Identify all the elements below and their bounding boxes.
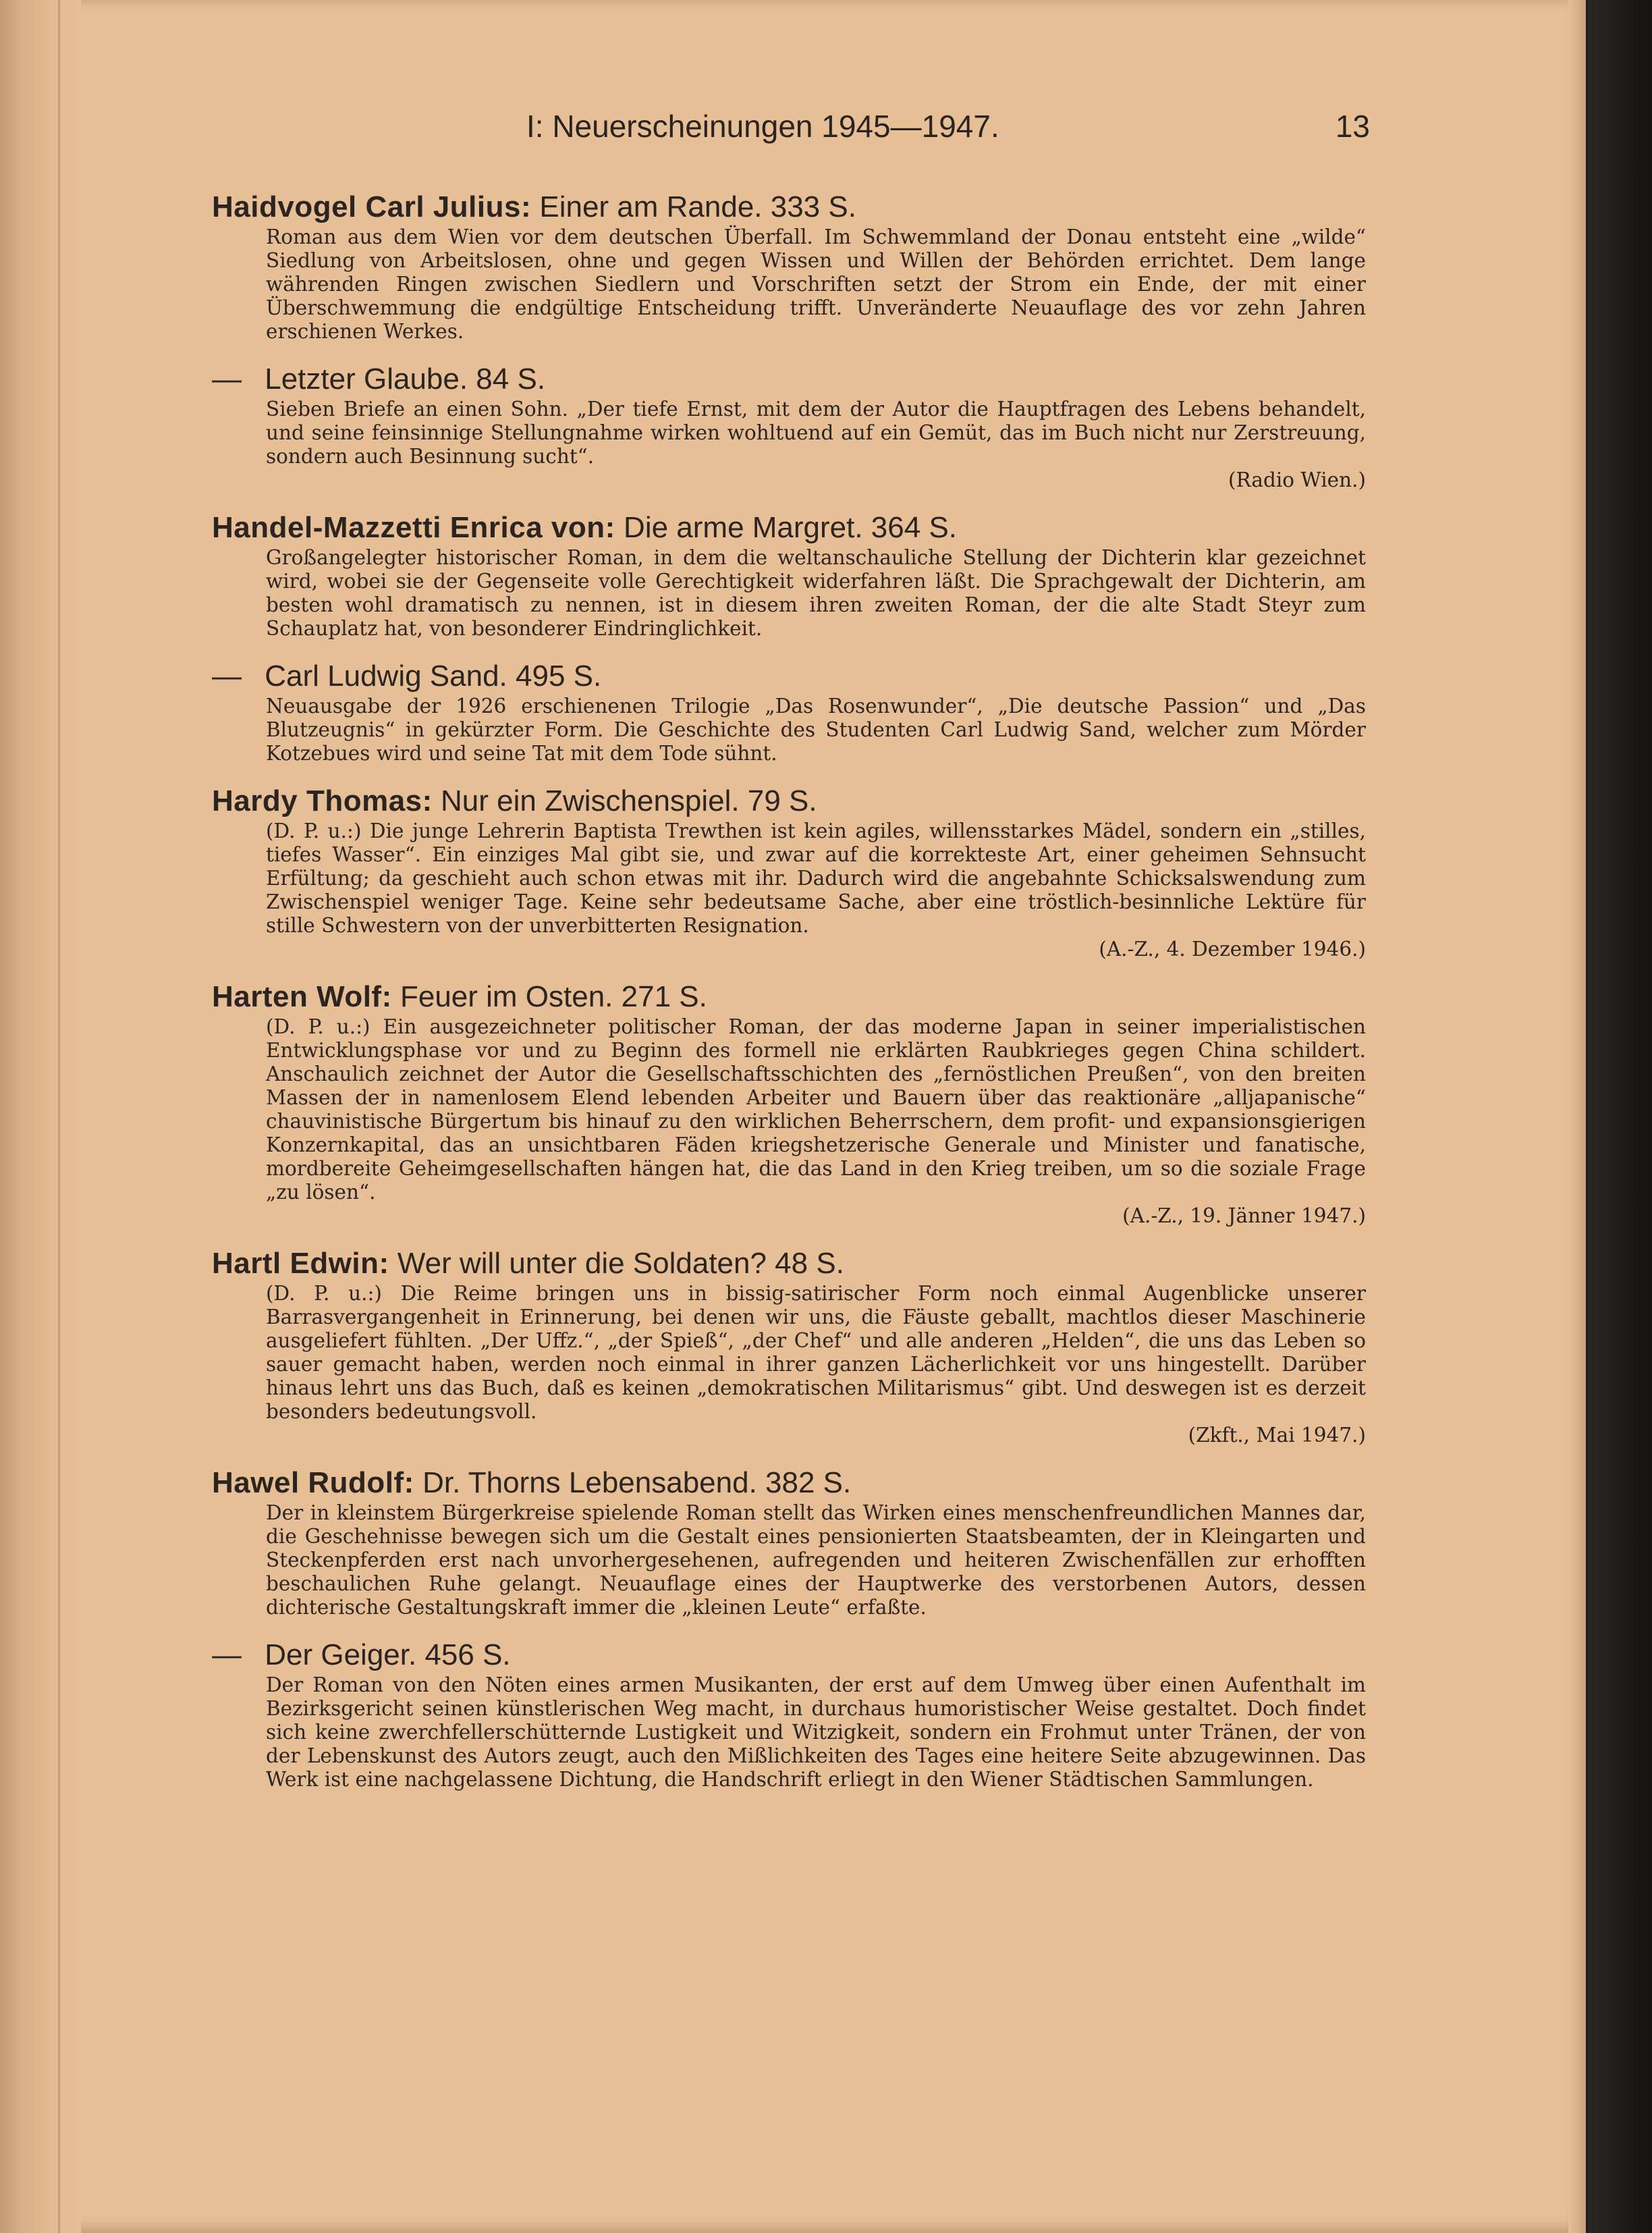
entry-dash: — [212, 1638, 242, 1671]
entry-description: Roman aus dem Wien vor dem deutschen Überfall. Im Schwemmland der Donau entsteht eine „wilde“ Siedlung von Arbeitslosen, ohne und gegen Wissen und Willen der Behörden errichtet. Dem lange währenden Ringen zwischen Siedlern und Vorschriften setzt der Strom ein Ende, der mit einer Überschwemmung die endgültige Entscheidung trifft. Unveränderte Neuauflage des vor zehn Jahren erschienen Werkes. [266, 225, 1366, 343]
entry [212, 1245, 1366, 1447]
entry-heading [212, 189, 1366, 225]
entry-work: Wer will unter die Soldaten? 48 S. [397, 1247, 844, 1280]
entry-work: Der Geiger. 456 S. [265, 1638, 511, 1671]
page-edge [1568, 0, 1586, 2233]
header-title: I: Neuerscheinungen 1945—1947. [526, 109, 999, 144]
entry-heading [212, 1245, 1366, 1282]
backdrop [1588, 0, 1652, 2233]
binding-crease [58, 0, 60, 2233]
page-binding [0, 0, 81, 2233]
entry-author: Hardy Thomas: [212, 784, 433, 817]
entry-work: Feuer im Osten. 271 S. [400, 980, 707, 1013]
entry-author: Hartl Edwin: [212, 1247, 389, 1280]
bibliography-list [212, 189, 1366, 1809]
entry-author: Handel-Mazzetti Enrica von: [212, 511, 615, 544]
entry-heading [212, 658, 1366, 695]
entry-description: (D. P. u.:) Die junge Lehrerin Baptista Trewthen ist kein agiles, willensstarkes Mädel, sondern ein „stilles, tiefes Wasser“. Ein einziges Mal gibt sie, und zwar auf die korrekteste Art, einer geheimen Sehnsucht Erfültung; da geschieht auch schon etwas mit ihr. Dadurch wird die angebahnte Schicksalswendung zum Zwischenspiel weniger Tage. Keine sehr bedeutsame Sache, aber eine tröstlich-besinnliche Lektüre für stille Schwestern von der unverbitterten Resignation. [266, 819, 1366, 937]
running-header [209, 108, 1370, 155]
entry [212, 979, 1366, 1228]
entry-source: (Zkft., Mai 1947.) [1188, 1424, 1366, 1447]
entry-description: Neuausgabe der 1926 erschienenen Trilogie „Das Rosenwunder“, „Die deutsche Passion“ und „Das Blutzeugnis“ in gekürzter Form. Die Geschichte des Studenten Carl Ludwig Sand, welcher zum Mörder Kotzebues wird und seine Tat mit dem Tode sühnt. [266, 695, 1366, 765]
entry [212, 510, 1366, 641]
entry-heading [212, 361, 1366, 398]
entry-work: Nur ein Zwischenspiel. 79 S. [441, 784, 817, 817]
entry-heading [212, 783, 1366, 819]
entry-description: Der in kleinstem Bürgerkreise spielende Roman stellt das Wirken eines menschenfreundlichen Mannes dar, die Geschehnisse bewegen sich um die Gestalt eines pensionierten Staatsbeamten, der in Kleingarten und Steckenpferden erst nach unvorhergesehenen, aufregenden und heiteren Zwischenfällen zur erhofften beschaulichen Ruhe gelangt. Neuauflage eines der Hauptwerke des verstorbenen Autors, dessen dichterische Gestaltungskraft immer die „kleinen Leute“ erfaßte. [266, 1501, 1366, 1619]
entry-work: Die arme Margret. 364 S. [624, 511, 958, 544]
entry-source: (A.-Z., 4. Dezember 1946.) [1099, 938, 1366, 961]
entry-work: Carl Ludwig Sand. 495 S. [265, 660, 602, 693]
entry [212, 1637, 1366, 1792]
entry-description: Der Roman von den Nöten eines armen Musikanten, der erst auf dem Umweg über einen Aufenthalt im Bezirksgericht seinen künstlerischen Weg macht, in durchaus humoristischer Weise gestaltet. Doch findet sich keine zwerchfellerschütternde Lustigkeit und Witzigkeit, sondern ein Frohmut unter Tränen, der von der Lebenskunst des Autors zeugt, auch den Mißlichkeiten des Tages eine heitere Seite abzugewinnen. Das Werk ist eine nachgelassene Dichtung, die Handschrift erliegt in den Wiener Städtischen Sammlungen. [266, 1673, 1366, 1791]
entry [212, 361, 1366, 492]
entry [212, 658, 1366, 765]
entry-heading [212, 510, 1366, 546]
entry-author: Haidvogel Carl Julius: [212, 190, 532, 223]
entry-heading [212, 1637, 1366, 1673]
entry [212, 1465, 1366, 1619]
entry-work: Letzter Glaube. 84 S. [265, 362, 546, 396]
entry [212, 189, 1366, 344]
entry-work: Dr. Thorns Lebensabend. 382 S. [422, 1466, 852, 1499]
entry-description: (D. P. u.:) Ein ausgezeichneter politischer Roman, der das moderne Japan in seiner imperialistischen Entwicklungsphase vor und zu Beginn des formell nie erklärten Raubkrieges gegen China schildert. Anschaulich zeichnet der Autor die Gesellschaftsschichten des „fernöstlichen Preußen“, von den breiten Massen der in namenlosem Elend lebenden Arbeiter und Bauern über das reaktionäre „alljapanische“ chauvinistische Bürgertum bis hinauf zu den wirklichen Beherrschern, dem profit- und expansionsgierigen Konzernkapital, das an unsichtbaren Fäden kriegshetzerische Generale und Minister und fanatische, mordbereite Geheimgesellschaften hängen hat, die das Land in den Krieg treiben, um so die soziale Frage „zu lösen“. [266, 1015, 1366, 1204]
entry-work: Einer am Rande. 333 S. [539, 190, 856, 223]
entry-author: Harten Wolf: [212, 980, 392, 1013]
entry-dash: — [212, 362, 242, 396]
entry-source: (Radio Wien.) [1228, 468, 1366, 491]
entry-description: Sieben Briefe an einen Sohn. „Der tiefe Ernst, mit dem der Autor die Hauptfragen des Lebens behandelt, und seine feinsinnige Stellungnahme wirken wohltuend auf ein Gemüt, das im Buch nicht nur Zerstreuung, sondern auch Besinnung sucht“. [266, 398, 1366, 468]
entry-heading [212, 1465, 1366, 1501]
entry-description: (D. P. u.:) Die Reime bringen uns in bissig-satirischer Form noch einmal Augenblicke unserer Barrasvergangenheit in Erinnerung, bei denen wir uns, die Fäuste geballt, machtlos dieser Maschinerie ausgeliefert fühlten. „Der Uffz.“, „der Spieß“, „der Chef“ und alle anderen „Helden“, die uns das Leben so sauer gemacht haben, werden noch einmal in ihrer ganzen Lächerlichkeit vor uns hingestellt. Darüber hinaus lehrt uns das Buch, daß es keinen „demokratischen Militarismus“ gibt. Und deswegen ist es derzeit besonders bedeutungsvoll. [266, 1282, 1366, 1423]
entry-heading [212, 979, 1366, 1015]
entry-source: (A.-Z., 19. Jänner 1947.) [1122, 1204, 1366, 1227]
page-number: 13 [1335, 109, 1370, 144]
entry-description: Großangelegter historischer Roman, in dem die weltanschauliche Stellung der Dichterin klar gezeichnet wird, wobei sie der Gegenseite volle Gerechtigkeit widerfahren läßt. Die Sprachgewalt der Dichterin, am besten wohl dramatisch zu nennen, ist in diesem ihren zweiten Roman, der die alte Stadt Steyr zum Schauplatz hat, von besonderer Eindringlichkeit. [266, 546, 1366, 640]
entry [212, 783, 1366, 961]
entry-author: Hawel Rudolf: [212, 1466, 414, 1499]
entry-dash: — [212, 660, 242, 693]
